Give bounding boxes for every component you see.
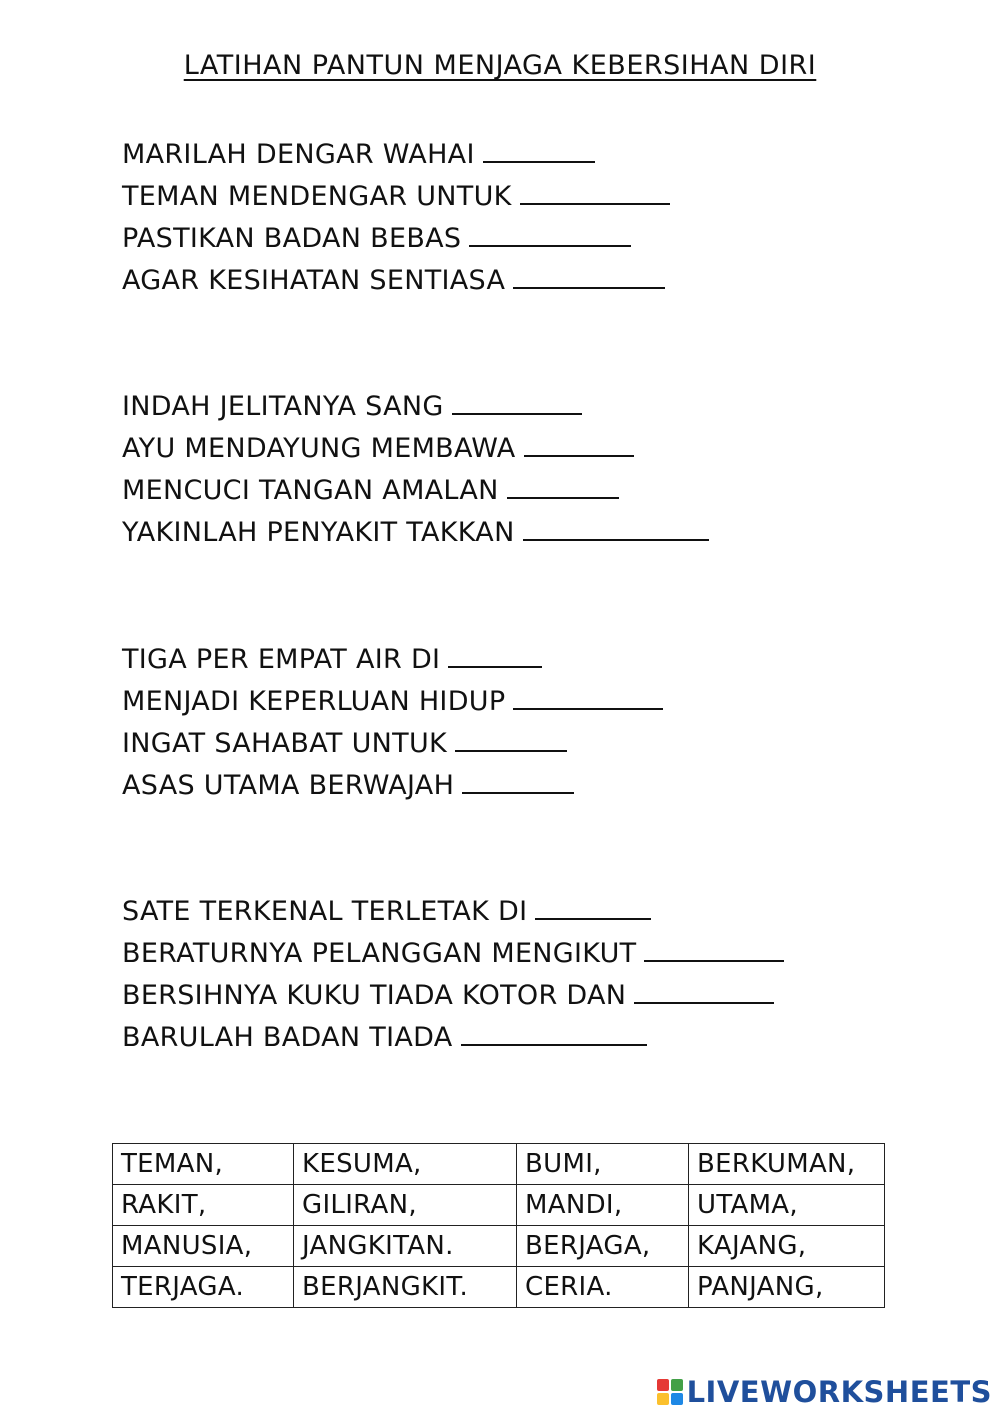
line-text: TEMAN MENDENGAR UNTUK xyxy=(122,181,512,212)
word-cell: RAKIT, xyxy=(113,1185,294,1226)
word-cell: GILIRAN, xyxy=(294,1185,517,1226)
answer-blank[interactable] xyxy=(455,749,567,752)
pantun-line xyxy=(122,933,784,975)
line-text: INGAT SAHABAT UNTUK xyxy=(122,728,448,759)
word-cell: MANUSIA, xyxy=(113,1226,294,1267)
table-row xyxy=(113,1144,885,1185)
pantun-stanza-2 xyxy=(122,386,709,554)
pantun-line xyxy=(122,428,709,470)
line-text: INDAH JELITANYA SANG xyxy=(122,391,444,422)
word-cell: CERIA. xyxy=(517,1267,689,1308)
word-cell: PANJANG, xyxy=(689,1267,885,1308)
line-text: BERATURNYA PELANGGAN MENGIKUT xyxy=(122,938,637,969)
worksheet-title xyxy=(0,50,1000,81)
pantun-line xyxy=(122,765,663,807)
word-cell: BUMI, xyxy=(517,1144,689,1185)
pantun-line xyxy=(122,681,663,723)
word-bank-table xyxy=(112,1143,885,1308)
logo-square xyxy=(671,1379,683,1391)
line-text: ASAS UTAMA BERWAJAH xyxy=(122,770,455,801)
table-row xyxy=(113,1226,885,1267)
line-text: MENCUCI TANGAN AMALAN xyxy=(122,475,499,506)
word-cell: MANDI, xyxy=(517,1185,689,1226)
pantun-line xyxy=(122,975,784,1017)
pantun-line xyxy=(122,1017,784,1059)
word-cell: BERKUMAN, xyxy=(689,1144,885,1185)
worksheet-title-text: LATIHAN PANTUN MENJAGA KEBERSIHAN DIRI xyxy=(183,50,817,81)
answer-blank[interactable] xyxy=(452,412,582,415)
answer-blank[interactable] xyxy=(513,286,665,289)
answer-blank[interactable] xyxy=(524,454,634,457)
line-text: BARULAH BADAN TIADA xyxy=(122,1022,453,1053)
pantun-line xyxy=(122,891,784,933)
liveworksheets-footer[interactable] xyxy=(657,1375,992,1409)
line-text: YAKINLAH PENYAKIT TAKKAN xyxy=(122,517,515,548)
answer-blank[interactable] xyxy=(520,202,670,205)
line-text: MENJADI KEPERLUAN HIDUP xyxy=(122,686,506,717)
logo-square xyxy=(657,1379,669,1391)
pantun-line xyxy=(122,470,709,512)
liveworksheets-brand: LIVEWORKSHEETS xyxy=(686,1375,992,1409)
answer-blank[interactable] xyxy=(523,538,709,541)
line-text: AYU MENDAYUNG MEMBAWA xyxy=(122,433,516,464)
liveworksheets-logo-icon xyxy=(657,1379,683,1405)
line-text: AGAR KESIHATAN SENTIASA xyxy=(122,265,506,296)
line-text: TIGA PER EMPAT AIR DI xyxy=(122,644,441,675)
line-text: MARILAH DENGAR WAHAI xyxy=(122,139,475,170)
answer-blank[interactable] xyxy=(634,1001,774,1004)
line-text: SATE TERKENAL TERLETAK DI xyxy=(122,896,528,927)
line-text: PASTIKAN BADAN BEBAS xyxy=(122,223,462,254)
answer-blank[interactable] xyxy=(469,244,631,247)
answer-blank[interactable] xyxy=(462,791,574,794)
pantun-line xyxy=(122,639,663,681)
pantun-line xyxy=(122,512,709,554)
pantun-stanza-4 xyxy=(122,891,784,1059)
pantun-stanza-3 xyxy=(122,639,663,807)
word-cell: BERJANGKIT. xyxy=(294,1267,517,1308)
table-row xyxy=(113,1185,885,1226)
logo-square xyxy=(671,1393,683,1405)
answer-blank[interactable] xyxy=(461,1043,647,1046)
word-cell: UTAMA, xyxy=(689,1185,885,1226)
word-cell: TEMAN, xyxy=(113,1144,294,1185)
word-cell: BERJAGA, xyxy=(517,1226,689,1267)
answer-blank[interactable] xyxy=(535,917,651,920)
answer-blank[interactable] xyxy=(483,160,595,163)
pantun-line xyxy=(122,176,670,218)
pantun-line xyxy=(122,260,670,302)
pantun-stanza-1 xyxy=(122,134,670,302)
word-cell: TERJAGA. xyxy=(113,1267,294,1308)
word-cell: JANGKITAN. xyxy=(294,1226,517,1267)
answer-blank[interactable] xyxy=(513,707,663,710)
pantun-line xyxy=(122,386,709,428)
answer-blank[interactable] xyxy=(448,665,542,668)
table-row xyxy=(113,1267,885,1308)
word-cell: KAJANG, xyxy=(689,1226,885,1267)
pantun-line xyxy=(122,134,670,176)
pantun-line xyxy=(122,723,663,765)
answer-blank[interactable] xyxy=(507,496,619,499)
logo-square xyxy=(657,1393,669,1405)
pantun-line xyxy=(122,218,670,260)
word-cell: KESUMA, xyxy=(294,1144,517,1185)
line-text: BERSIHNYA KUKU TIADA KOTOR DAN xyxy=(122,980,627,1011)
answer-blank[interactable] xyxy=(644,959,784,962)
